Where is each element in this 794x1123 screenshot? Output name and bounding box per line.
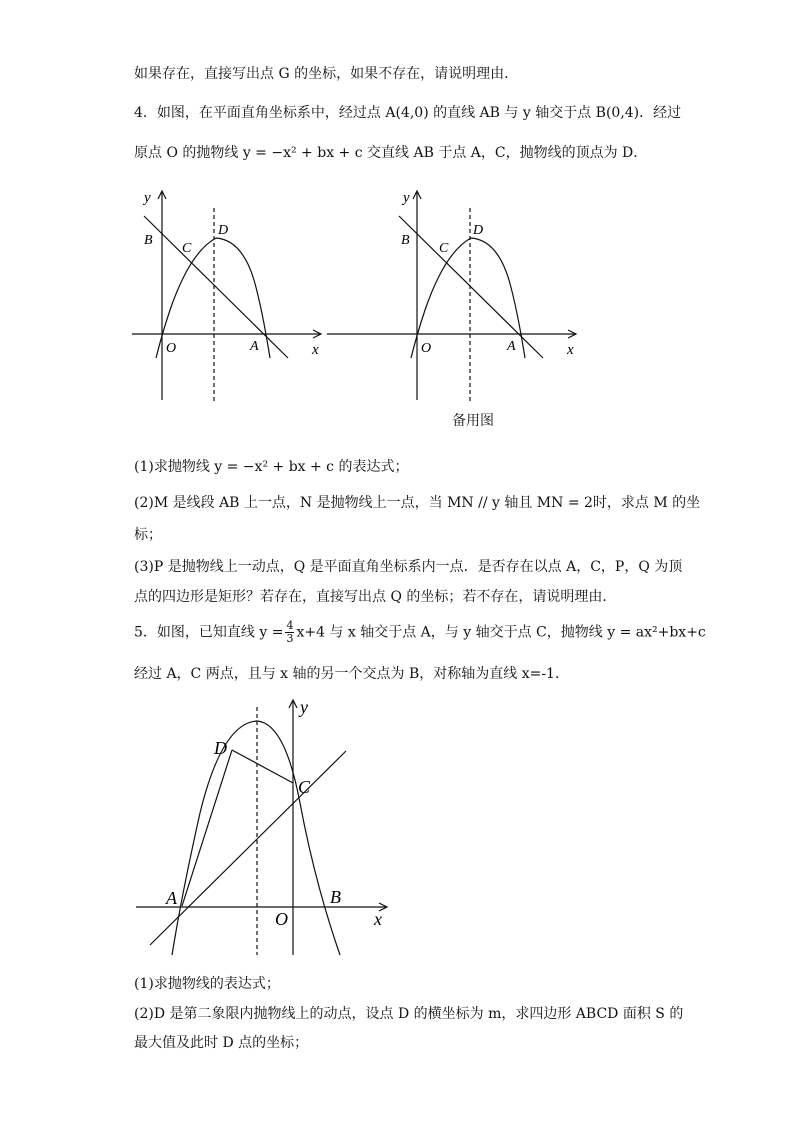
q5-part2-line1: (2)D 是第二象限内抛物线上的动点，设点 D 的横坐标为 m，求四边形 ABCD 面积 S 的 — [134, 1006, 684, 1022]
label-x: x — [312, 342, 319, 358]
parabola — [172, 721, 340, 955]
q4-part1: (1)求抛物线 y = −x² + bx + c 的表达式； — [134, 459, 409, 475]
label-c: C — [298, 777, 311, 797]
label-a: A — [250, 339, 259, 354]
segment-ad — [182, 750, 232, 906]
label-c: C — [182, 241, 192, 256]
q5-figure — [130, 693, 400, 963]
q5-part2-line2: 最大值及此时 D 点的坐标； — [134, 1035, 309, 1051]
q4-part2-line1: (2)M 是线段 AB 上一点，N 是抛物线上一点，当 MN // y 轴且 MN = 2时，求点 M 的坐 — [134, 495, 701, 511]
label-d: D — [214, 738, 227, 758]
label-d: D — [218, 223, 229, 238]
q5-part1: (1)求抛物线的表达式； — [134, 976, 280, 992]
segment-dc — [232, 750, 293, 783]
backup-figure-caption: 备用图 — [452, 413, 494, 429]
fraction-four-thirds: $\frac{4}{3}$ — [286, 619, 294, 645]
q4-part3-line1: (3)P 是抛物线上一动点，Q 是平面直角坐标系内一点．是否存在以点 A，C，P，Q 为顶 — [134, 559, 683, 575]
q5-stem-line1 — [134, 620, 706, 645]
q4-part3-line2: 点的四边形是矩形？若存在，直接写出点 Q 的坐标；若不存在，请说明理由． — [134, 589, 617, 605]
label-b: B — [144, 233, 153, 248]
label-c: C — [439, 241, 449, 256]
q5-stem-line2: 经过 A，C 两点，且与 x 轴的另一个交点为 B，对称轴为直线 x=-1． — [134, 666, 569, 682]
line-ac — [150, 751, 346, 945]
q4-figure-backup — [325, 180, 585, 410]
label-x: x — [374, 909, 382, 929]
q3-tail-text: 如果存在，直接写出点 G 的坐标，如果不存在，请说明理由． — [134, 66, 519, 82]
label-a: A — [166, 888, 177, 908]
label-d: D — [473, 223, 484, 238]
label-o: O — [421, 341, 432, 356]
q4-stem-line2: 原点 O 的抛物线 y = −x² + bx + c 交直线 AB 于点 A，C，抛物线的顶点为 D． — [134, 145, 648, 161]
label-a: A — [507, 339, 516, 354]
label-y: y — [144, 190, 151, 206]
label-o: O — [166, 341, 177, 356]
label-b: B — [401, 233, 410, 248]
q5-stem-suffix: x+4 与 x 轴交于点 A，与 y 轴交于点 C，抛物线 y = ax²+bx+c — [296, 624, 706, 641]
label-y: y — [403, 190, 410, 206]
q4-figure-main — [130, 180, 330, 410]
label-b: B — [330, 887, 341, 907]
label-x: x — [567, 342, 574, 358]
q5-stem-prefix: 5．如图，已知直线 y = — [134, 624, 284, 641]
q4-stem-line1: 4．如图，在平面直角坐标系中，经过点 A(4,0) 的直线 AB 与 y 轴交于点 B(0,4)．经过 — [134, 105, 682, 121]
label-o: O — [275, 909, 288, 929]
q4-part2-line2: 标； — [134, 527, 162, 543]
label-y: y — [300, 697, 308, 717]
